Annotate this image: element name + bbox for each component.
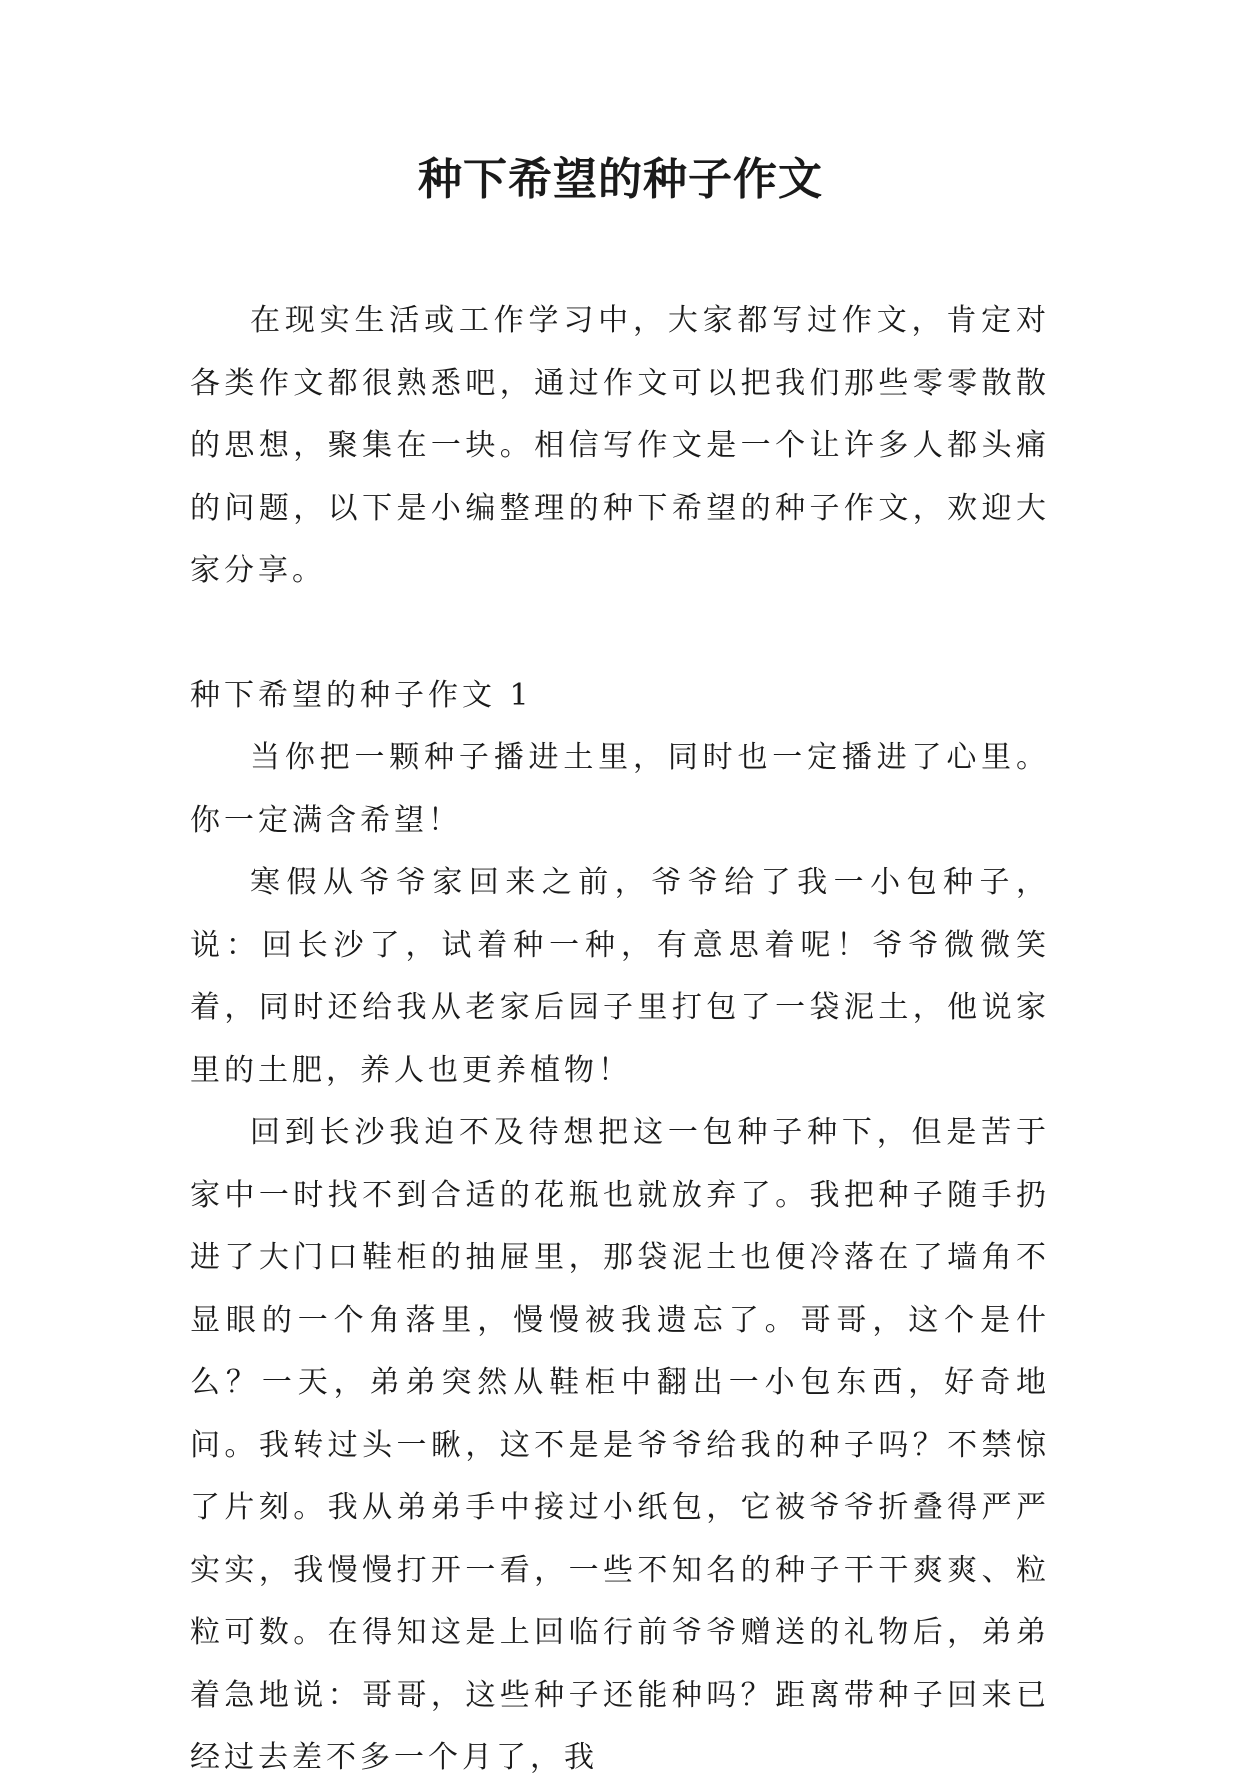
intro-paragraph: 在现实生活或工作学习中，大家都写过作文，肯定对各类作文都很熟悉吧，通过作文可以把我们那些零零散散的思想，聚集在一块。相信写作文是一个让许多人都头痛的问题，以下是小编整理的种下希望的种子作文，欢迎大家分享。 [190,303,1050,588]
body-paragraph-1: 当你把一颗种子播进土里，同时也一定播进了心里。你一定满含希望！ [190,740,1050,838]
document-body [190,290,1050,1790]
section-heading: 种下希望的种子作文 1 [190,677,533,713]
body-paragraph-3: 回到长沙我迫不及待想把这一包种子种下，但是苦于家中一时找不到合适的花瓶也就放弃了。我把种子随手扔进了大门口鞋柜的抽屉里，那袋泥土也便冷落在了墙角不显眼的一个角落里，慢慢被我遗忘了。哥哥，这个是什么？一天，弟弟突然从鞋柜中翻出一小包东西，好奇地问。我转过头一瞅，这不是是爷爷给我的种子吗？不禁惊了片刻。我从弟弟手中接过小纸包，它被爷爷折叠得严严实实，我慢慢打开一看，一些不知名的种子干干爽爽、粒粒可数。在得知这是上回临行前爷爷赠送的礼物后，弟弟着急地说：哥哥，这些种子还能种吗？距离带种子回来已经过去差不多一个月了，我 [190,1115,1050,1775]
document-title: 种下希望的种子作文 [418,154,823,205]
body-paragraph-2: 寒假从爷爷家回来之前，爷爷给了我一小包种子，说：回长沙了，试着种一种，有意思着呢！爷爷微微笑着，同时还给我从老家后园子里打包了一袋泥土，他说家里的土肥，养人也更养植物！ [190,865,1050,1088]
